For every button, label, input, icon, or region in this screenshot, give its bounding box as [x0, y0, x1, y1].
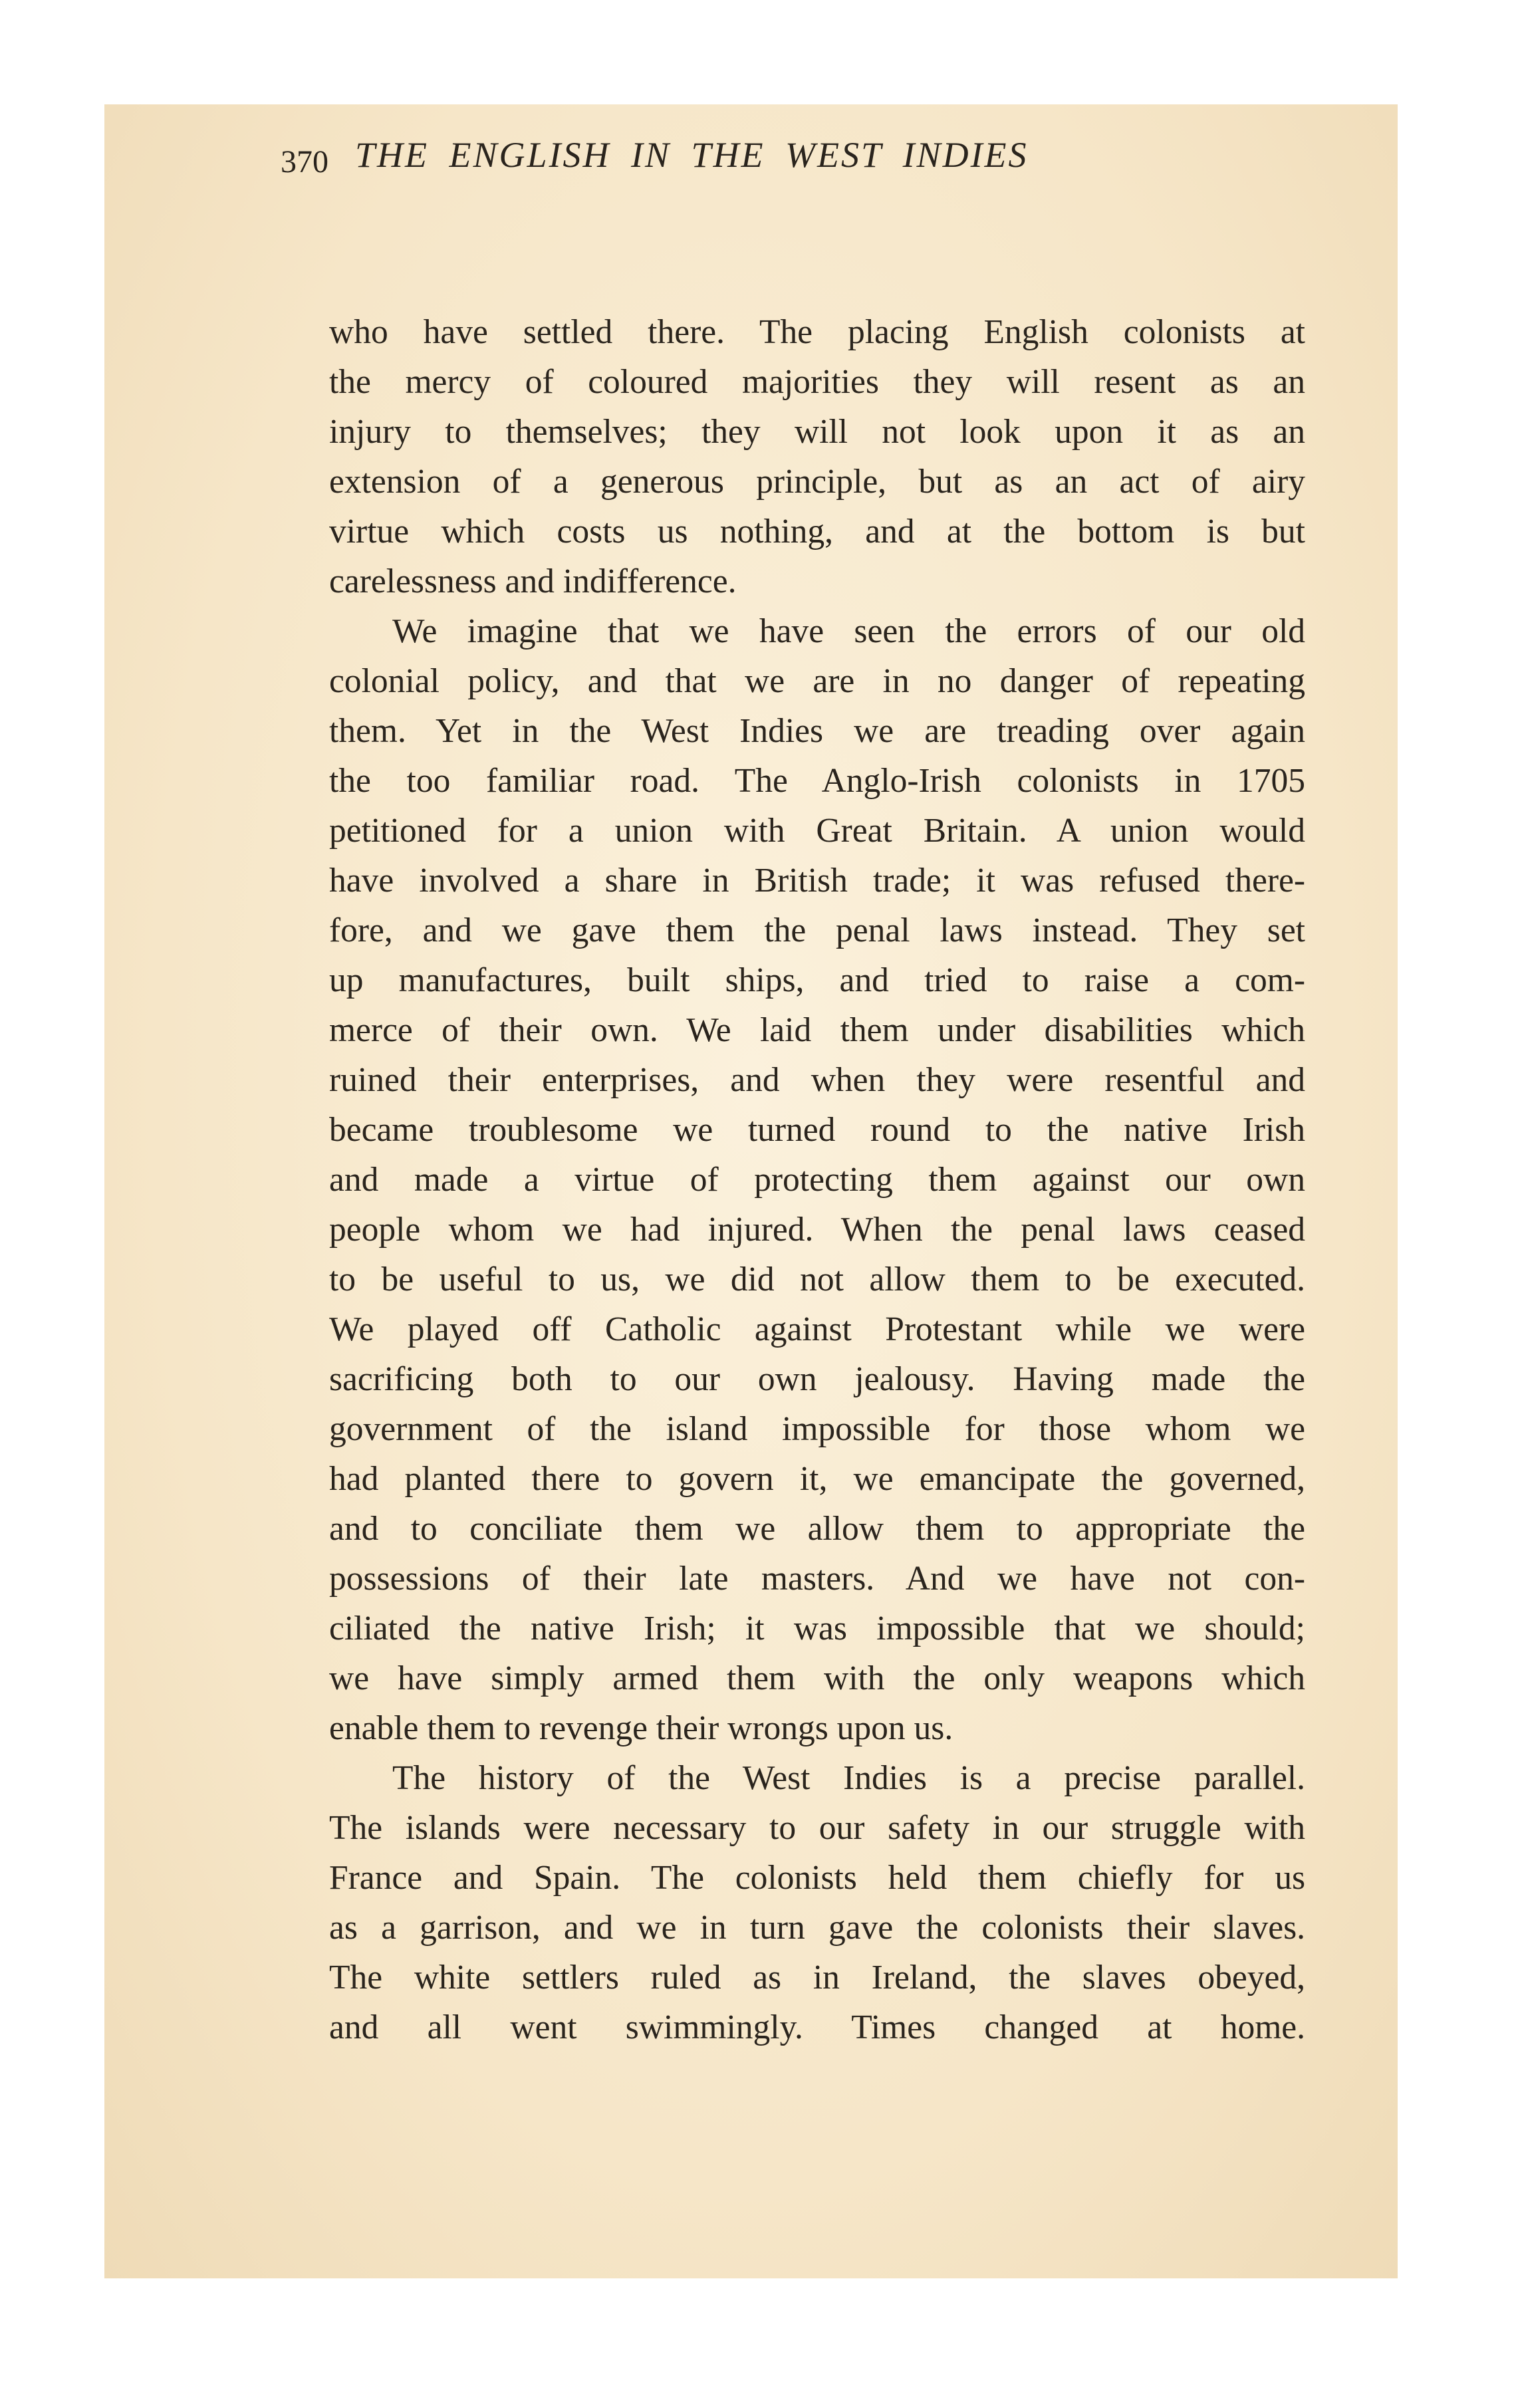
text-line: them. Yet in the West Indies we are treading over again — [329, 712, 1305, 750]
text-line: We imagine that we have seen the errors of our old — [392, 612, 1305, 650]
page-number: 370 — [281, 144, 328, 180]
text-line: the too familiar road. The Anglo-Irish colonists in 1705 — [329, 762, 1305, 800]
text-line: virtue which costs us nothing, and at the bottom is but — [329, 513, 1305, 550]
paragraph-3 — [329, 1753, 1305, 2052]
text-line: who have settled there. The placing English colonists at — [329, 313, 1305, 351]
text-line: The white settlers ruled as in Ireland, the slaves obeyed, — [329, 1959, 1305, 1996]
text-line: The history of the West Indies is a precise parallel. — [392, 1759, 1305, 1797]
text-line: extension of a generous principle, but as an act of airy — [329, 463, 1305, 501]
text-line: people whom we had injured. When the penal laws ceased — [329, 1211, 1305, 1249]
text-line: to be useful to us, we did not allow them to be executed. — [329, 1261, 1305, 1298]
text-line: merce of their own. We laid them under disabilities which — [329, 1011, 1305, 1049]
text-line: fore, and we gave them the penal laws instead. They set — [329, 911, 1305, 949]
text-line: France and Spain. The colonists held them chiefly for us — [329, 1859, 1305, 1897]
page-header — [281, 134, 1305, 194]
text-line: carelessness and indifference. — [329, 562, 737, 600]
text-line: sacrificing both to our own jealousy. Having made the — [329, 1360, 1305, 1398]
text-line: ruined their enterprises, and when they were resentful and — [329, 1061, 1305, 1099]
body-text — [329, 307, 1305, 2052]
running-head: THE ENGLISH IN THE WEST INDIES — [355, 135, 1029, 175]
text-line: government of the island impossible for those whom we — [329, 1410, 1305, 1448]
text-line: colonial policy, and that we are in no danger of repeating — [329, 662, 1305, 700]
text-line: petitioned for a union with Great Britain. A union would — [329, 812, 1305, 850]
text-line: up manufactures, built ships, and tried to raise a com- — [329, 961, 1305, 999]
text-line: injury to themselves; they will not look upon it as an — [329, 413, 1305, 451]
text-line: and to conciliate them we allow them to appropriate the — [329, 1510, 1305, 1548]
text-line: as a garrison, and we in turn gave the colonists their slaves. — [329, 1909, 1305, 1947]
text-line: and all went swimmingly. Times changed at home. — [329, 2008, 1305, 2046]
text-line: became troublesome we turned round to the native Irish — [329, 1111, 1305, 1149]
paragraph-1 — [329, 307, 1305, 606]
text-line: the mercy of coloured majorities they will resent as an — [329, 363, 1305, 401]
paragraph-2 — [329, 606, 1305, 1753]
text-line: and made a virtue of protecting them against our own — [329, 1161, 1305, 1199]
text-line: enable them to revenge their wrongs upon us. — [329, 1709, 953, 1747]
text-line: The islands were necessary to our safety in our struggle with — [329, 1809, 1305, 1847]
text-line: had planted there to govern it, we emancipate the governed, — [329, 1460, 1305, 1498]
text-line: we have simply armed them with the only weapons which — [329, 1659, 1305, 1697]
text-line: ciliated the native Irish; it was impossible that we should; — [329, 1610, 1305, 1647]
text-line: We played off Catholic against Protestant while we were — [329, 1310, 1305, 1348]
text-line: have involved a share in British trade; it was refused there- — [329, 862, 1305, 900]
text-line: possessions of their late masters. And we have not con- — [329, 1560, 1305, 1598]
